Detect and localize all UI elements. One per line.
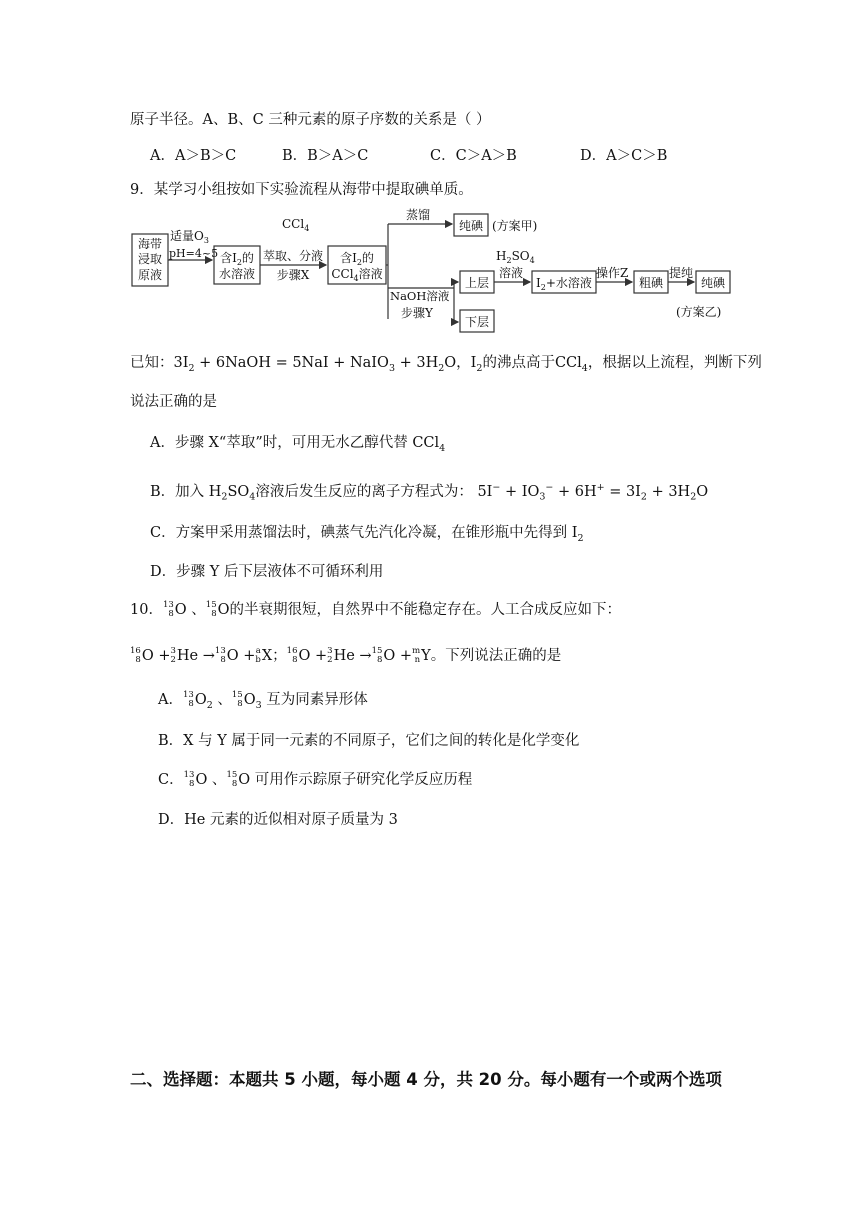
q8-option-b: B．B＞A＞C xyxy=(282,148,369,164)
svg-text:(方案甲): (方案甲) xyxy=(492,219,538,233)
arrow1-ph: pH=4~5 xyxy=(169,247,219,260)
svg-text:萃取、分液: 萃取、分液 xyxy=(262,249,324,263)
svg-text:上层: 上层 xyxy=(464,276,490,290)
svg-text:水溶液: 水溶液 xyxy=(218,267,256,281)
kelp-line-2: 浸取 xyxy=(137,252,163,266)
svg-text:溶液: 溶液 xyxy=(499,266,524,280)
svg-text:提纯: 提纯 xyxy=(669,266,694,280)
q8-stem: 原子半径。A、B、C 三种元素的原子序数的关系是（ ） xyxy=(130,112,491,128)
q9-known: 已知：$3I_2$ + 6NaOH = 5NaI + NaIO$_3$ + $3H_2O$，$I_2$的沸点高于CCl$_4$，根据以上流程，判断下列 xyxy=(130,355,762,374)
svg-text:步骤X: 步骤X xyxy=(276,268,310,282)
q9-option-b: B．加入 $H_2SO_4$溶液后发生反应的离子方程式为： $5I^- + IO_3^- + 6H^+ = 3I_2 + 3H_2O$ xyxy=(150,482,709,503)
q9-flow-diagram xyxy=(128,204,738,334)
q8-option-c: C．C＞A＞B xyxy=(430,148,517,164)
svg-text:含I2的: 含$I_2$的 xyxy=(220,251,254,267)
q10-option-b: B．X 与 Y 属于同一元素的不同原子，它们之间的转化是化学变化 xyxy=(158,733,580,749)
q10-option-a: A． 13 8 $O_2$ 、 15 8 $O_3$ 互为同素异形体 xyxy=(158,690,368,711)
svg-text:下层: 下层 xyxy=(464,315,490,329)
svg-text:纯碘: 纯碘 xyxy=(458,219,484,233)
q9-option-a: A．步骤 X“萃取”时，可用无水乙醇代替 CCl$_4$ xyxy=(150,435,446,454)
q9-option-c: C．方案甲采用蒸馏法时，碘蒸气先汽化冷凝，在锥形瓶中先得到 $I_2$ xyxy=(150,525,584,544)
q10-option-c: C． 13 8 O 、 15 8 O 可用作示踪原子研究化学反应历程 xyxy=(158,770,473,789)
q9-option-d: D．步骤 Y 后下层液体不可循环利用 xyxy=(150,564,384,580)
svg-text:I2+水溶液: $I_2+$水溶液 xyxy=(536,276,592,292)
svg-text:CCl4: CCl$_4$ xyxy=(282,217,310,233)
svg-text:蒸馏: 蒸馏 xyxy=(406,208,431,222)
svg-text:含I2的: 含$I_2$的 xyxy=(340,251,374,267)
q8-option-a: A．A＞B＞C xyxy=(150,148,237,164)
svg-text:粗碘: 粗碘 xyxy=(638,276,664,290)
q10-reactions: 16 8 O + 3 2 He → 13 8 O + a b X； 16 8 O + 3 2 He → 15 8 O + m n Y。下列说法正确的是 xyxy=(130,646,562,665)
section-2-heading: 二、选择题：本题共 5 小题，每小题 4 分，共 20 分。每小题有一个或两个选项 xyxy=(130,1070,722,1089)
q10-stem: 10． 13 8 O 、 15 8 O的半衰期很短，自然界中不能稳定存在。人工合成反应如下： xyxy=(130,600,621,619)
svg-text:H2SO4: $H_2SO_4$ xyxy=(496,249,535,265)
svg-text:(方案乙): (方案乙) xyxy=(676,305,722,319)
svg-text:CCl4溶液: CCl$_4$溶液 xyxy=(331,267,383,283)
q9-known-line2: 说法正确的是 xyxy=(130,394,217,410)
svg-text:适量O3: 适量$O_3$ xyxy=(170,229,209,245)
q8-option-d: D．A＞C＞B xyxy=(580,148,668,164)
q9-stem: 9．某学习小组按如下实验流程从海带中提取碘单质。 xyxy=(130,182,473,198)
svg-text:纯碘: 纯碘 xyxy=(700,276,726,290)
kelp-line-3: 原液 xyxy=(137,268,163,282)
svg-text:操作Z: 操作Z xyxy=(596,266,629,280)
q10-option-d: D．He 元素的近似相对原子质量为 3 xyxy=(158,812,398,828)
kelp-line-1: 海带 xyxy=(137,237,163,251)
svg-text:步骤Y: 步骤Y xyxy=(401,306,433,320)
svg-text:NaOH溶液: NaOH溶液 xyxy=(390,289,450,303)
